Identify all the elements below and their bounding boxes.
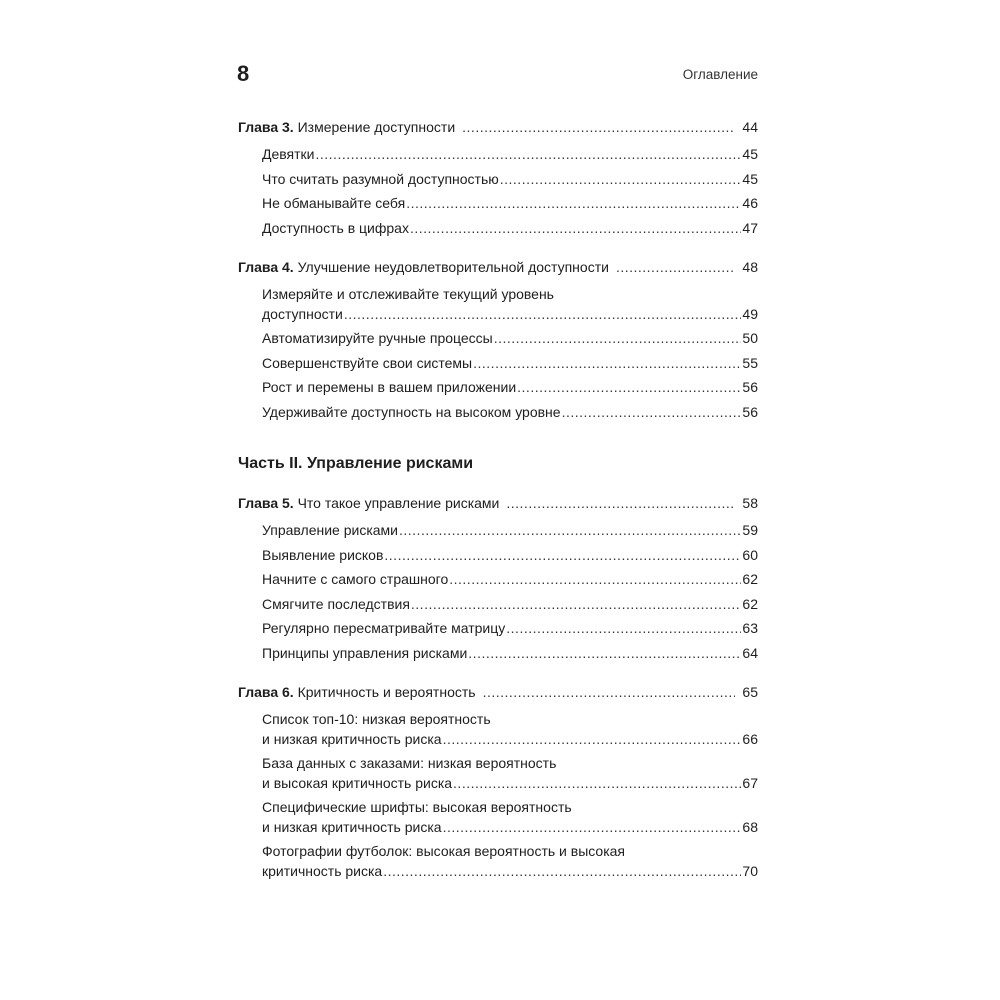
section-page: 56 — [742, 379, 758, 395]
section-last-line — [262, 774, 758, 794]
section-last-line — [262, 305, 758, 325]
toc-section-entry — [262, 798, 758, 837]
toc-chapter-entry — [238, 683, 758, 703]
section-page: 63 — [742, 620, 758, 636]
dot-leader — [344, 305, 742, 325]
section-title-line: Удерживайте доступность на высоком уровне — [262, 403, 561, 420]
dot-leader — [316, 145, 742, 165]
chapter-page: 58 — [742, 495, 758, 511]
section-last-line — [262, 145, 758, 165]
toc-section-entry — [262, 194, 758, 214]
chapter-label: Глава 3. — [238, 119, 294, 135]
dot-leader — [453, 774, 741, 794]
toc-chapter-entry — [238, 118, 758, 138]
dot-leader — [506, 619, 741, 639]
section-title-line: критичность риска — [262, 862, 383, 879]
dot-leader — [383, 862, 741, 882]
dot-leader — [483, 683, 736, 703]
section-title-line: Измеряйте и отслеживайте текущий уровень — [262, 286, 554, 302]
chapter-page: 65 — [742, 684, 758, 700]
section-last-line — [262, 730, 758, 750]
section-title-line: и низкая критичность риска — [262, 730, 442, 747]
section-last-line — [262, 595, 758, 615]
section-page: 46 — [742, 195, 758, 211]
section-title-line: Рост и перемены в вашем приложении — [262, 379, 517, 395]
section-title-line: и низкая критичность риска — [262, 818, 442, 835]
dot-leader — [506, 494, 735, 514]
table-of-contents — [238, 118, 758, 881]
toc-section-entry — [262, 595, 758, 615]
section-page: 55 — [742, 354, 758, 371]
chapter-title-text: Критичность и вероятность — [297, 684, 476, 700]
chapter-title — [238, 494, 499, 514]
chapter-title-text: Улучшение неудовлетворительной доступности — [297, 259, 609, 275]
section-title-line: Что считать разумной доступностью — [262, 170, 499, 187]
section-title-line: Список топ-10: низкая вероятность — [262, 711, 491, 727]
section-title-line: Доступность в цифрах — [262, 219, 409, 236]
dot-leader — [384, 546, 741, 566]
section-last-line — [262, 403, 758, 423]
section-page: 62 — [742, 595, 758, 612]
section-title-line: Регулярно пересматривайте матрицу — [262, 620, 506, 636]
section-title-line: Совершенствуйте свои системы — [262, 354, 473, 371]
section-page: 45 — [742, 170, 758, 187]
toc-section-entry — [262, 219, 758, 239]
section-title-line: Управление рисками — [262, 522, 398, 538]
section-title-line: Автоматизируйте ручные процессы — [262, 330, 493, 346]
section-page: 50 — [742, 330, 758, 346]
toc-section-entry — [262, 521, 758, 541]
section-last-line — [262, 546, 758, 566]
dot-leader — [562, 403, 742, 423]
toc-section-entry — [262, 170, 758, 190]
toc-chapter-entry — [238, 494, 758, 514]
section-title-line: Смягчите последствия — [262, 595, 410, 612]
toc-section-entry — [262, 644, 758, 664]
toc-section-entry — [262, 285, 758, 324]
section-page: 62 — [742, 571, 758, 587]
toc-section-entry — [262, 329, 758, 349]
dot-leader — [517, 378, 741, 398]
section-last-line — [262, 170, 758, 190]
dot-leader — [462, 118, 735, 138]
section-title-line: доступности — [262, 305, 343, 322]
chapter-label: Глава 6. — [238, 684, 294, 700]
section-last-line — [262, 862, 758, 882]
dot-leader — [443, 730, 742, 750]
section-last-line — [262, 194, 758, 214]
dot-leader — [410, 219, 741, 239]
toc-section-entry — [262, 754, 758, 793]
chapter-title — [238, 683, 476, 703]
toc-chapter-entry — [238, 258, 758, 278]
chapter-label: Глава 5. — [238, 495, 294, 511]
running-head: Оглавление — [682, 67, 758, 82]
toc-section-entry — [262, 842, 758, 881]
toc-section-entry — [262, 710, 758, 749]
section-last-line — [262, 219, 758, 239]
chapter-page: 48 — [742, 259, 758, 275]
section-page: 67 — [742, 774, 758, 791]
toc-section-entry — [262, 354, 758, 374]
section-page: 59 — [742, 522, 758, 538]
part-heading: Часть II. Управление рисками — [238, 455, 474, 472]
toc-section-entry — [262, 546, 758, 566]
toc-section-entry — [262, 403, 758, 423]
chapter-title-text: Что такое управление рисками — [297, 495, 500, 511]
toc-section-entry — [262, 570, 758, 590]
section-last-line — [262, 570, 758, 590]
section-title-line: Начните с самого страшного — [262, 571, 449, 587]
section-page: 66 — [742, 730, 758, 747]
dot-leader — [449, 570, 741, 590]
section-page: 56 — [742, 403, 758, 420]
section-last-line — [262, 818, 758, 838]
section-title-line: Девятки — [262, 146, 315, 162]
dot-leader — [500, 170, 742, 190]
section-page: 64 — [742, 644, 758, 661]
chapter-title-text: Измерение доступности — [297, 119, 456, 135]
section-title-line: Фотографии футболок: высокая вероятность и высокая — [262, 843, 626, 859]
toc-section-entry — [262, 378, 758, 398]
section-title-line: Выявление рисков — [262, 546, 384, 563]
page-number: 8 — [237, 61, 250, 86]
dot-leader — [406, 194, 741, 214]
section-last-line — [262, 619, 758, 639]
section-page: 60 — [742, 546, 758, 563]
section-page: 68 — [742, 818, 758, 835]
section-title-line: и высокая критичность риска — [262, 774, 453, 791]
dot-leader — [616, 258, 735, 278]
dot-leader — [494, 329, 742, 349]
chapter-label: Глава 4. — [238, 259, 294, 275]
dot-leader — [443, 818, 742, 838]
dot-leader — [468, 644, 741, 664]
dot-leader — [399, 521, 741, 541]
section-title-line: База данных с заказами: низкая вероятность — [262, 755, 557, 771]
section-last-line — [262, 378, 758, 398]
dot-leader — [473, 354, 741, 374]
section-title-line: Специфические шрифты: высокая вероятность — [262, 799, 572, 815]
toc-section-entry — [262, 145, 758, 165]
dot-leader — [411, 595, 742, 615]
toc-section-entry — [262, 619, 758, 639]
section-page: 47 — [742, 219, 758, 236]
section-title-line: Не обманывайте себя — [262, 195, 406, 211]
chapter-page: 44 — [742, 119, 758, 135]
section-page: 49 — [742, 305, 758, 322]
section-last-line — [262, 329, 758, 349]
section-last-line — [262, 521, 758, 541]
section-last-line — [262, 644, 758, 664]
section-page: 45 — [742, 146, 758, 162]
section-page: 70 — [742, 862, 758, 879]
chapter-title — [238, 118, 455, 138]
section-title-line: Принципы управления рисками — [262, 644, 468, 661]
chapter-title — [238, 258, 609, 278]
section-last-line — [262, 354, 758, 374]
